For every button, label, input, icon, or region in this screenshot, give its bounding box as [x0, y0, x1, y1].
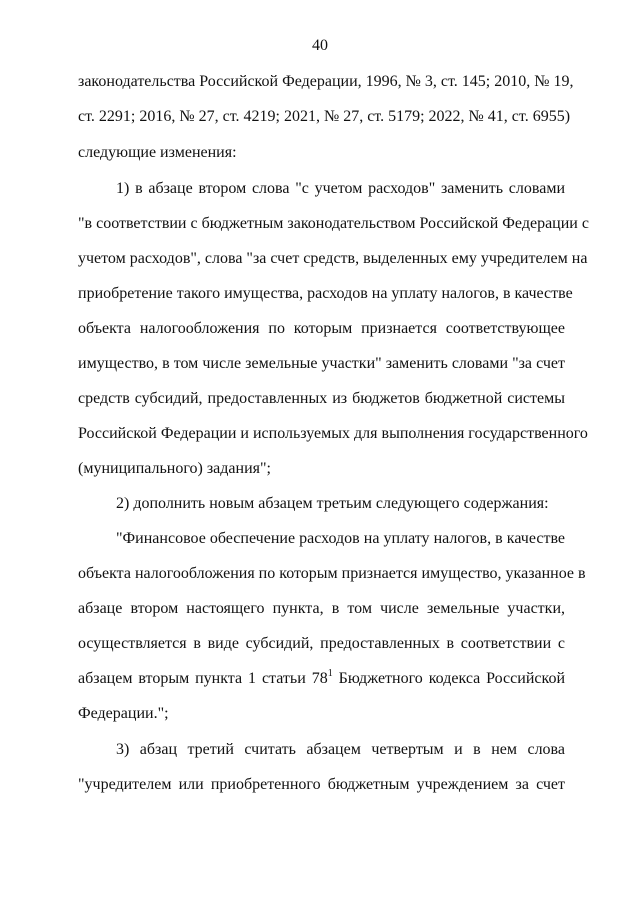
text-line: объекта налогообложения по которым признается соответствующее	[78, 320, 565, 337]
page-number: 40	[312, 37, 328, 54]
text-line: имущество, в том числе земельные участки" заменить словами "за счет	[78, 355, 565, 372]
text-line: "в соответствии с бюджетным законодательством Российской Федерации с	[78, 215, 589, 232]
text-line: Российской Федерации и используемых для выполнения государственного	[78, 425, 588, 442]
paragraph-first-line: 1) в абзаце втором слова "с учетом расходов" заменить словами	[116, 180, 565, 197]
text-fragment: Бюджетного кодекса Российской	[332, 670, 566, 687]
paragraph-first-line: 2) дополнить новым абзацем третьим следующего содержания:	[116, 495, 549, 512]
text-line: ст. 2291; 2016, № 27, ст. 4219; 2021, № 27, ст. 5179; 2022, № 41, ст. 6955)	[78, 108, 571, 125]
text-line: "учредителем или приобретенного бюджетным учреждением за счет	[78, 776, 565, 793]
text-line-with-superscript	[78, 669, 565, 691]
text-line: приобретение такого имущества, расходов на уплату налогов, в качестве	[78, 285, 573, 302]
text-line: Федерации.";	[78, 705, 169, 722]
text-fragment: абзацем вторым пункта 1 статьи 78	[78, 670, 328, 687]
text-line: (муниципального) задания";	[78, 460, 271, 477]
text-line: законодательства Российской Федерации, 1996, № 3, ст. 145; 2010, № 19,	[78, 73, 574, 90]
text-line: абзаце втором настоящего пункта, в том числе земельные участки,	[78, 600, 565, 617]
text-line: учетом расходов", слова "за счет средств, выделенных ему учредителем на	[78, 250, 588, 267]
text-line: осуществляется в виде субсидий, предоставленных в соответствии с	[78, 635, 565, 652]
superscript: 1	[327, 668, 333, 679]
text-line: следующие изменения:	[78, 144, 237, 161]
paragraph-first-line: 3) абзац третий считать абзацем четвертым и в нем слова	[116, 741, 565, 758]
paragraph-first-line: "Финансовое обеспечение расходов на уплату налогов, в качестве	[116, 530, 565, 547]
text-line: средств субсидий, предоставленных из бюджетов бюджетной системы	[78, 390, 565, 407]
text-line: объекта налогообложения по которым признается имущество, указанное в	[78, 565, 586, 582]
